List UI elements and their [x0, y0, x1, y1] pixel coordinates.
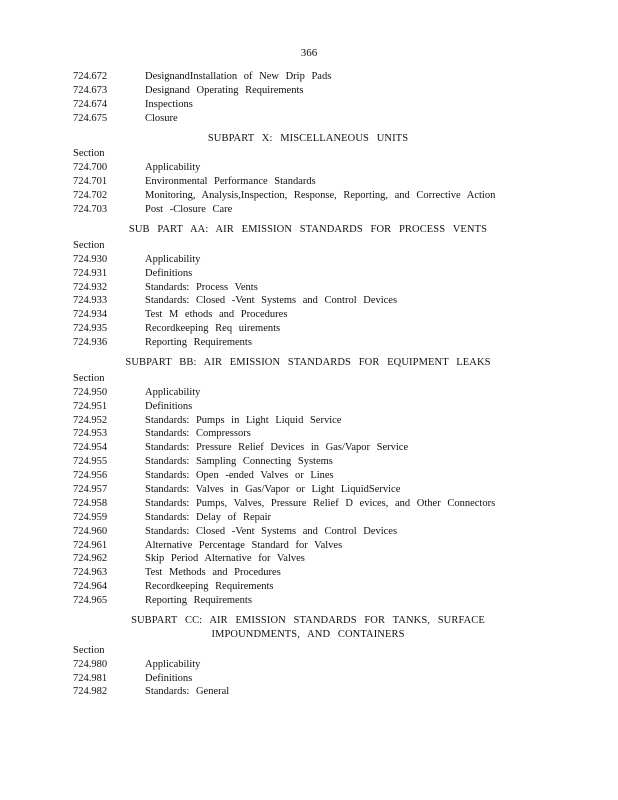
section-label: Section: [73, 148, 105, 160]
table-of-contents: [73, 70, 543, 699]
section-title: Standards: Pumps, Valves, Pressure Relief D evices, and Other Connectors: [145, 497, 496, 509]
section-number: 724.700: [73, 162, 108, 174]
section-title: Definitions: [145, 672, 193, 684]
section-number: 724.957: [73, 483, 108, 495]
section-number: 724.961: [73, 539, 108, 551]
section-title: Reporting Requirements: [145, 337, 252, 349]
section-title: Environmental Performance Standards: [145, 176, 316, 188]
section-number: 724.953: [73, 428, 108, 440]
section-entry: [73, 580, 543, 594]
section-number: 724.703: [73, 204, 108, 216]
section-entry: [73, 511, 543, 525]
section-number: 724.954: [73, 442, 108, 454]
subpart-group: [73, 223, 543, 350]
section-number: 724.963: [73, 567, 108, 579]
section-title: Applicability: [145, 162, 201, 174]
section-title: Standards: Closed -Vent Systems and Control Devices: [145, 295, 398, 307]
section-number: 724.982: [73, 686, 108, 698]
section-number: 724.956: [73, 470, 108, 482]
section-title: Definitions: [145, 267, 193, 279]
section-entry: [73, 253, 543, 267]
section-entry: [73, 203, 543, 217]
section-number: 724.933: [73, 295, 108, 307]
section-title: Standards: Delay of Repair: [145, 511, 272, 523]
section-title: Inspections: [145, 98, 193, 110]
section-entry: [73, 455, 543, 469]
section-title: Standards: Compressors: [145, 428, 251, 440]
section-title: Standards: General: [145, 686, 230, 698]
section-number: 724.960: [73, 525, 108, 537]
section-number: 724.965: [73, 595, 108, 607]
section-number: 724.959: [73, 511, 108, 523]
section-entry: [73, 525, 543, 539]
section-title: Test M ethods and Procedures: [145, 309, 288, 321]
section-title: Recordkeeping Req uirements: [145, 323, 281, 335]
section-entry: [73, 497, 543, 511]
section-title: Standards: Pumps in Light Liquid Service: [145, 414, 342, 426]
section-entry: [73, 414, 543, 428]
section-title: Standards: Sampling Connecting Systems: [145, 456, 333, 468]
section-number: 724.702: [73, 190, 108, 202]
section-entry: [73, 281, 543, 295]
section-entry: [73, 552, 543, 566]
section-entry: [73, 594, 543, 608]
section-title: Definitions: [145, 400, 193, 412]
section-number: 724.930: [73, 253, 108, 265]
subpart-group: [73, 356, 543, 608]
subpart-heading: SUB PART AA: AIR EMISSION STANDARDS FOR PROCESS VENTS: [128, 223, 488, 235]
section-entry: [73, 161, 543, 175]
section-number: 724.935: [73, 323, 108, 335]
section-entry: [73, 84, 543, 98]
section-entry: [73, 658, 543, 672]
section-title: Closure: [145, 112, 178, 124]
section-number: 724.674: [73, 98, 108, 110]
section-entry: [73, 441, 543, 455]
section-title: DesignandInstallation of New Drip Pads: [145, 71, 332, 82]
section-title: Standards: Closed -Vent Systems and Control Devices: [145, 525, 398, 537]
section-entry: [73, 685, 543, 699]
section-number: 724.701: [73, 176, 108, 188]
section-number: 724.934: [73, 309, 108, 321]
section-number: 724.950: [73, 386, 108, 398]
section-entry: [73, 566, 543, 580]
section-number: 724.981: [73, 672, 108, 684]
subpart-heading: SUBPART CC: AIR EMISSION STANDARDS FOR TANKS, SURFACE IMPOUNDMENTS, AND CONTAINERS: [131, 615, 485, 640]
section-title: Test Methods and Procedures: [145, 567, 281, 579]
page-number: 366: [300, 47, 318, 59]
section-entry: [73, 427, 543, 441]
section-entry: [73, 175, 543, 189]
section-entry: [73, 336, 543, 350]
section-title: Standards: Open -ended Valves or Lines: [145, 470, 334, 482]
section-number: 724.675: [73, 112, 108, 124]
section-entry: [73, 400, 543, 414]
subparts-container: [73, 132, 543, 700]
subpart-heading: SUBPART BB: AIR EMISSION STANDARDS FOR EQUIPMENT LEAKS: [125, 356, 491, 368]
section-entry: [73, 672, 543, 686]
section-title: Recordkeeping Requirements: [145, 581, 274, 593]
section-label: Section: [73, 372, 105, 384]
section-entry: [73, 469, 543, 483]
section-title: Applicability: [145, 253, 201, 265]
section-entry: [73, 483, 543, 497]
section-number: 724.931: [73, 267, 108, 279]
subpart-heading: SUBPART X: MISCELLANEOUS UNITS: [207, 132, 409, 144]
subpart-group: [73, 614, 543, 699]
section-label: Section: [73, 644, 105, 656]
section-label: Section: [73, 239, 105, 251]
section-number: 724.955: [73, 456, 108, 468]
section-entry: [73, 112, 543, 126]
section-title: Alternative Percentage Standard for Valves: [145, 539, 343, 551]
section-title: Reporting Requirements: [145, 595, 252, 607]
section-entry: [73, 539, 543, 553]
section-title: Standards: Process Vents: [145, 281, 258, 293]
section-entry: [73, 308, 543, 322]
subpart-group: [73, 132, 543, 217]
section-title: Standards: Pressure Relief Devices in Gas/Vapor Service: [145, 442, 409, 454]
section-number: 724.980: [73, 658, 108, 670]
section-number: 724.672: [73, 71, 108, 82]
section-title: Applicability: [145, 658, 201, 670]
section-number: 724.964: [73, 581, 108, 593]
section-title: Monitoring, Analysis,Inspection, Response, Reporting, and Corrective Action: [145, 190, 496, 202]
section-number: 724.958: [73, 497, 108, 509]
section-title: Designand Operating Requirements: [145, 84, 304, 96]
section-entry: [73, 386, 543, 400]
section-entry: [73, 189, 543, 203]
section-number: 724.932: [73, 281, 108, 293]
section-number: 724.962: [73, 553, 108, 565]
section-entry: [73, 294, 543, 308]
section-number: 724.673: [73, 84, 108, 96]
section-number: 724.936: [73, 337, 108, 349]
section-entry: [73, 70, 543, 84]
section-title: Skip Period Alternative for Valves: [145, 553, 305, 565]
section-entry: [73, 267, 543, 281]
intro-section-list: [73, 70, 543, 126]
section-entry: [73, 98, 543, 112]
section-title: Applicability: [145, 386, 201, 398]
section-title: Post -Closure Care: [145, 204, 233, 216]
section-entry: [73, 322, 543, 336]
section-title: Standards: Valves in Gas/Vapor or Light LiquidService: [145, 483, 401, 495]
section-number: 724.952: [73, 414, 108, 426]
section-number: 724.951: [73, 400, 108, 412]
